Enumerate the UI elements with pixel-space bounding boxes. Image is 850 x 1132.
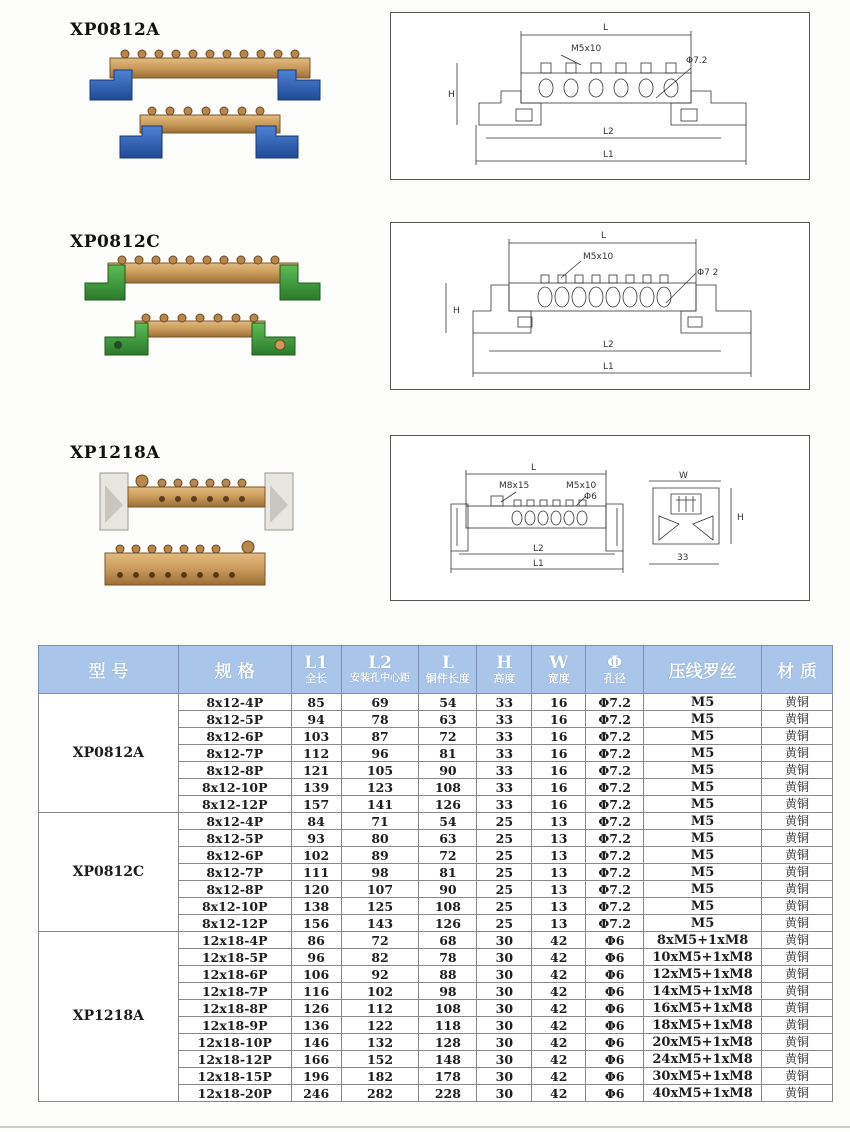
thread-cell: 12xM5+1xM8 bbox=[644, 966, 762, 983]
header-l1: L1 全长 bbox=[291, 646, 341, 694]
dim-label-hole: Φ7 2 bbox=[697, 268, 719, 278]
w-cell: 42 bbox=[532, 966, 586, 983]
spec-cell: 12x18-6P bbox=[178, 966, 291, 983]
l1-cell: 120 bbox=[291, 881, 341, 898]
l2-cell: 98 bbox=[341, 864, 419, 881]
header-thread: 压线罗丝 bbox=[644, 646, 762, 694]
thread-cell: M5 bbox=[644, 898, 762, 915]
w-cell: 16 bbox=[532, 779, 586, 796]
h-cell: 30 bbox=[477, 1068, 532, 1085]
l-cell: 72 bbox=[419, 728, 477, 745]
l1-cell: 246 bbox=[291, 1085, 341, 1102]
material-cell: 黄铜 bbox=[762, 983, 833, 1000]
l-cell: 228 bbox=[419, 1085, 477, 1102]
l2-cell: 72 bbox=[341, 932, 419, 949]
l2-cell: 78 bbox=[341, 711, 419, 728]
spec-cell: 8x12-12P bbox=[178, 796, 291, 813]
thread-cell: M5 bbox=[644, 762, 762, 779]
header-material: 材 质 bbox=[762, 646, 833, 694]
phi-cell: Φ7.2 bbox=[586, 915, 644, 932]
header-w: W 宽度 bbox=[532, 646, 586, 694]
phi-cell: Φ7.2 bbox=[586, 694, 644, 711]
w-cell: 42 bbox=[532, 932, 586, 949]
thread-cell: 30xM5+1xM8 bbox=[644, 1068, 762, 1085]
l2-cell: 102 bbox=[341, 983, 419, 1000]
w-cell: 42 bbox=[532, 983, 586, 1000]
l2-cell: 89 bbox=[341, 847, 419, 864]
material-cell: 黄铜 bbox=[762, 1051, 833, 1068]
l1-cell: 96 bbox=[291, 949, 341, 966]
w-cell: 13 bbox=[532, 830, 586, 847]
h-cell: 33 bbox=[477, 694, 532, 711]
dim-label-h: H bbox=[448, 90, 455, 100]
thread-cell: 18xM5+1xM8 bbox=[644, 1017, 762, 1034]
l1-cell: 136 bbox=[291, 1017, 341, 1034]
thread-cell: 20xM5+1xM8 bbox=[644, 1034, 762, 1051]
h-cell: 33 bbox=[477, 745, 532, 762]
material-cell: 黄铜 bbox=[762, 915, 833, 932]
phi-cell: Φ6 bbox=[586, 966, 644, 983]
spec-cell: 8x12-10P bbox=[178, 779, 291, 796]
spec-cell: 12x18-10P bbox=[178, 1034, 291, 1051]
model-title-xp1218a: XP1218A bbox=[70, 443, 160, 463]
dim-label-l: L bbox=[601, 231, 607, 241]
thread-cell: 16xM5+1xM8 bbox=[644, 1000, 762, 1017]
l-cell: 54 bbox=[419, 813, 477, 830]
phi-cell: Φ7.2 bbox=[586, 813, 644, 830]
thread-cell: M5 bbox=[644, 694, 762, 711]
l1-cell: 103 bbox=[291, 728, 341, 745]
l-cell: 178 bbox=[419, 1068, 477, 1085]
w-cell: 13 bbox=[532, 898, 586, 915]
spec-cell: 12x18-12P bbox=[178, 1051, 291, 1068]
w-cell: 13 bbox=[532, 813, 586, 830]
technical-drawing-xp0812c bbox=[390, 222, 810, 390]
material-cell: 黄铜 bbox=[762, 881, 833, 898]
l2-cell: 105 bbox=[341, 762, 419, 779]
dim-label-l: L bbox=[531, 463, 537, 473]
model-cell: XP0812C bbox=[39, 813, 179, 932]
l-cell: 108 bbox=[419, 779, 477, 796]
l2-cell: 87 bbox=[341, 728, 419, 745]
w-cell: 16 bbox=[532, 711, 586, 728]
material-cell: 黄铜 bbox=[762, 1000, 833, 1017]
dim-label-big-screw: M8x15 bbox=[499, 481, 530, 491]
l2-cell: 143 bbox=[341, 915, 419, 932]
l-cell: 81 bbox=[419, 745, 477, 762]
dim-label-w: W bbox=[679, 471, 688, 481]
material-cell: 黄铜 bbox=[762, 728, 833, 745]
header-model: 型 号 bbox=[39, 646, 179, 694]
phi-cell: Φ6 bbox=[586, 1051, 644, 1068]
spec-cell: 8x12-8P bbox=[178, 881, 291, 898]
phi-cell: Φ7.2 bbox=[586, 796, 644, 813]
spec-cell: 8x12-4P bbox=[178, 813, 291, 830]
h-cell: 33 bbox=[477, 711, 532, 728]
product-photo-xp0812a bbox=[80, 40, 340, 170]
l-cell: 128 bbox=[419, 1034, 477, 1051]
thread-cell: M5 bbox=[644, 881, 762, 898]
l1-cell: 116 bbox=[291, 983, 341, 1000]
thread-cell: 14xM5+1xM8 bbox=[644, 983, 762, 1000]
h-cell: 25 bbox=[477, 830, 532, 847]
l2-cell: 80 bbox=[341, 830, 419, 847]
l2-cell: 107 bbox=[341, 881, 419, 898]
w-cell: 42 bbox=[532, 1034, 586, 1051]
material-cell: 黄铜 bbox=[762, 1034, 833, 1051]
phi-cell: Φ6 bbox=[586, 1017, 644, 1034]
l-cell: 54 bbox=[419, 694, 477, 711]
l-cell: 148 bbox=[419, 1051, 477, 1068]
l2-cell: 69 bbox=[341, 694, 419, 711]
l2-cell: 125 bbox=[341, 898, 419, 915]
l-cell: 108 bbox=[419, 898, 477, 915]
material-cell: 黄铜 bbox=[762, 932, 833, 949]
w-cell: 13 bbox=[532, 847, 586, 864]
dim-label-hole: Φ6 bbox=[584, 492, 597, 502]
l-cell: 72 bbox=[419, 847, 477, 864]
spec-cell: 8x12-7P bbox=[178, 745, 291, 762]
material-cell: 黄铜 bbox=[762, 949, 833, 966]
h-cell: 25 bbox=[477, 847, 532, 864]
thread-cell: 10xM5+1xM8 bbox=[644, 949, 762, 966]
l2-cell: 141 bbox=[341, 796, 419, 813]
phi-cell: Φ6 bbox=[586, 1085, 644, 1102]
spec-cell: 8x12-5P bbox=[178, 711, 291, 728]
h-cell: 30 bbox=[477, 1017, 532, 1034]
l1-cell: 111 bbox=[291, 864, 341, 881]
w-cell: 42 bbox=[532, 949, 586, 966]
w-cell: 13 bbox=[532, 881, 586, 898]
thread-cell: M5 bbox=[644, 779, 762, 796]
product-photo-xp0812c bbox=[80, 255, 330, 360]
l-cell: 88 bbox=[419, 966, 477, 983]
l2-cell: 122 bbox=[341, 1017, 419, 1034]
product-photo-xp1218a bbox=[80, 465, 300, 595]
h-cell: 25 bbox=[477, 915, 532, 932]
phi-cell: Φ7.2 bbox=[586, 711, 644, 728]
h-cell: 30 bbox=[477, 1051, 532, 1068]
phi-cell: Φ6 bbox=[586, 1068, 644, 1085]
h-cell: 30 bbox=[477, 932, 532, 949]
l-cell: 63 bbox=[419, 830, 477, 847]
l1-cell: 166 bbox=[291, 1051, 341, 1068]
table-row bbox=[39, 932, 833, 949]
h-cell: 25 bbox=[477, 881, 532, 898]
material-cell: 黄铜 bbox=[762, 1068, 833, 1085]
material-cell: 黄铜 bbox=[762, 1017, 833, 1034]
h-cell: 30 bbox=[477, 966, 532, 983]
header-l2: L2 安装孔中心距 bbox=[341, 646, 419, 694]
l1-cell: 86 bbox=[291, 932, 341, 949]
model-title-xp0812c: XP0812C bbox=[70, 232, 161, 252]
l-cell: 90 bbox=[419, 762, 477, 779]
material-cell: 黄铜 bbox=[762, 830, 833, 847]
header-spec: 规 格 bbox=[178, 646, 291, 694]
dim-label-screw: M5x10 bbox=[571, 44, 602, 54]
table-row bbox=[39, 813, 833, 830]
header-phi: Φ 孔径 bbox=[586, 646, 644, 694]
w-cell: 42 bbox=[532, 1051, 586, 1068]
l1-cell: 146 bbox=[291, 1034, 341, 1051]
spec-cell: 12x18-5P bbox=[178, 949, 291, 966]
dim-label-l2: L2 bbox=[603, 127, 614, 137]
l1-cell: 94 bbox=[291, 711, 341, 728]
spec-cell: 8x12-12P bbox=[178, 915, 291, 932]
l1-cell: 84 bbox=[291, 813, 341, 830]
w-cell: 13 bbox=[532, 864, 586, 881]
w-cell: 16 bbox=[532, 694, 586, 711]
material-cell: 黄铜 bbox=[762, 745, 833, 762]
thread-cell: M5 bbox=[644, 830, 762, 847]
material-cell: 黄铜 bbox=[762, 864, 833, 881]
phi-cell: Φ6 bbox=[586, 932, 644, 949]
model-title-xp0812a: XP0812A bbox=[70, 20, 160, 40]
model-cell: XP0812A bbox=[39, 694, 179, 813]
thread-cell: M5 bbox=[644, 847, 762, 864]
h-cell: 30 bbox=[477, 1034, 532, 1051]
dim-label-l2: L2 bbox=[533, 544, 544, 554]
spec-cell: 8x12-8P bbox=[178, 762, 291, 779]
header-l: L 铜件长度 bbox=[419, 646, 477, 694]
l2-cell: 82 bbox=[341, 949, 419, 966]
w-cell: 13 bbox=[532, 915, 586, 932]
material-cell: 黄铜 bbox=[762, 898, 833, 915]
phi-cell: Φ6 bbox=[586, 949, 644, 966]
h-cell: 30 bbox=[477, 1000, 532, 1017]
material-cell: 黄铜 bbox=[762, 694, 833, 711]
l-cell: 126 bbox=[419, 796, 477, 813]
h-cell: 30 bbox=[477, 949, 532, 966]
l2-cell: 123 bbox=[341, 779, 419, 796]
l2-cell: 71 bbox=[341, 813, 419, 830]
l-cell: 63 bbox=[419, 711, 477, 728]
l-cell: 78 bbox=[419, 949, 477, 966]
l-cell: 118 bbox=[419, 1017, 477, 1034]
l-cell: 108 bbox=[419, 1000, 477, 1017]
table-row bbox=[39, 694, 833, 711]
thread-cell: M5 bbox=[644, 813, 762, 830]
material-cell: 黄铜 bbox=[762, 762, 833, 779]
l2-cell: 282 bbox=[341, 1085, 419, 1102]
l1-cell: 121 bbox=[291, 762, 341, 779]
phi-cell: Φ7.2 bbox=[586, 728, 644, 745]
h-cell: 30 bbox=[477, 983, 532, 1000]
dim-label-hole: Φ7.2 bbox=[686, 56, 708, 66]
technical-drawing-xp1218a bbox=[390, 435, 810, 601]
spec-cell: 12x18-20P bbox=[178, 1085, 291, 1102]
thread-cell: 8xM5+1xM8 bbox=[644, 932, 762, 949]
w-cell: 42 bbox=[532, 1085, 586, 1102]
phi-cell: Φ6 bbox=[586, 1034, 644, 1051]
h-cell: 33 bbox=[477, 728, 532, 745]
spec-cell: 12x18-4P bbox=[178, 932, 291, 949]
l1-cell: 85 bbox=[291, 694, 341, 711]
l1-cell: 112 bbox=[291, 745, 341, 762]
dim-label-l1: L1 bbox=[603, 150, 614, 160]
spec-cell: 8x12-6P bbox=[178, 847, 291, 864]
technical-drawing-xp0812a bbox=[390, 12, 810, 180]
h-cell: 25 bbox=[477, 864, 532, 881]
dim-label-h: H bbox=[453, 306, 460, 316]
thread-cell: M5 bbox=[644, 745, 762, 762]
material-cell: 黄铜 bbox=[762, 847, 833, 864]
dim-label-screw: M5x10 bbox=[583, 252, 614, 262]
l-cell: 81 bbox=[419, 864, 477, 881]
h-cell: 33 bbox=[477, 762, 532, 779]
spec-cell: 8x12-4P bbox=[178, 694, 291, 711]
thread-cell: 40xM5+1xM8 bbox=[644, 1085, 762, 1102]
phi-cell: Φ7.2 bbox=[586, 864, 644, 881]
l1-cell: 139 bbox=[291, 779, 341, 796]
w-cell: 42 bbox=[532, 1000, 586, 1017]
spec-cell: 8x12-6P bbox=[178, 728, 291, 745]
l1-cell: 102 bbox=[291, 847, 341, 864]
thread-cell: 24xM5+1xM8 bbox=[644, 1051, 762, 1068]
dim-label-h: H bbox=[737, 513, 744, 523]
spec-cell: 12x18-8P bbox=[178, 1000, 291, 1017]
w-cell: 16 bbox=[532, 762, 586, 779]
phi-cell: Φ7.2 bbox=[586, 830, 644, 847]
h-cell: 25 bbox=[477, 813, 532, 830]
phi-cell: Φ7.2 bbox=[586, 762, 644, 779]
thread-cell: M5 bbox=[644, 796, 762, 813]
phi-cell: Φ7.2 bbox=[586, 745, 644, 762]
material-cell: 黄铜 bbox=[762, 1085, 833, 1102]
spec-table-body bbox=[39, 694, 833, 1102]
spec-cell: 8x12-10P bbox=[178, 898, 291, 915]
spec-table bbox=[38, 645, 833, 1102]
header-h: H 高度 bbox=[477, 646, 532, 694]
w-cell: 16 bbox=[532, 745, 586, 762]
dim-label-l1: L1 bbox=[603, 362, 614, 372]
spec-cell: 12x18-9P bbox=[178, 1017, 291, 1034]
w-cell: 16 bbox=[532, 796, 586, 813]
spec-cell: 8x12-5P bbox=[178, 830, 291, 847]
phi-cell: Φ7.2 bbox=[586, 898, 644, 915]
thread-cell: M5 bbox=[644, 915, 762, 932]
l1-cell: 156 bbox=[291, 915, 341, 932]
dim-label-l1: L1 bbox=[533, 559, 544, 569]
l2-cell: 182 bbox=[341, 1068, 419, 1085]
phi-cell: Φ7.2 bbox=[586, 847, 644, 864]
l1-cell: 106 bbox=[291, 966, 341, 983]
dim-label-screw: M5x10 bbox=[566, 481, 597, 491]
material-cell: 黄铜 bbox=[762, 966, 833, 983]
model-cell: XP1218A bbox=[39, 932, 179, 1102]
h-cell: 25 bbox=[477, 898, 532, 915]
phi-cell: Φ6 bbox=[586, 983, 644, 1000]
l1-cell: 93 bbox=[291, 830, 341, 847]
material-cell: 黄铜 bbox=[762, 796, 833, 813]
phi-cell: Φ7.2 bbox=[586, 881, 644, 898]
spec-cell: 12x18-7P bbox=[178, 983, 291, 1000]
l-cell: 98 bbox=[419, 983, 477, 1000]
w-cell: 16 bbox=[532, 728, 586, 745]
l1-cell: 126 bbox=[291, 1000, 341, 1017]
thread-cell: M5 bbox=[644, 711, 762, 728]
material-cell: 黄铜 bbox=[762, 779, 833, 796]
thread-cell: M5 bbox=[644, 728, 762, 745]
dim-label-l2: L2 bbox=[603, 340, 614, 350]
l2-cell: 92 bbox=[341, 966, 419, 983]
material-cell: 黄铜 bbox=[762, 813, 833, 830]
h-cell: 33 bbox=[477, 779, 532, 796]
material-cell: 黄铜 bbox=[762, 711, 833, 728]
l2-cell: 96 bbox=[341, 745, 419, 762]
table-header-row bbox=[39, 646, 833, 694]
l2-cell: 152 bbox=[341, 1051, 419, 1068]
bottom-rule bbox=[0, 1126, 850, 1128]
phi-cell: Φ7.2 bbox=[586, 779, 644, 796]
l1-cell: 196 bbox=[291, 1068, 341, 1085]
spec-cell: 8x12-7P bbox=[178, 864, 291, 881]
w-cell: 42 bbox=[532, 1017, 586, 1034]
l-cell: 126 bbox=[419, 915, 477, 932]
l2-cell: 132 bbox=[341, 1034, 419, 1051]
l1-cell: 138 bbox=[291, 898, 341, 915]
spec-cell: 12x18-15P bbox=[178, 1068, 291, 1085]
phi-cell: Φ6 bbox=[586, 1000, 644, 1017]
dim-label-l: L bbox=[603, 23, 609, 33]
h-cell: 30 bbox=[477, 1085, 532, 1102]
l-cell: 90 bbox=[419, 881, 477, 898]
l2-cell: 112 bbox=[341, 1000, 419, 1017]
h-cell: 33 bbox=[477, 796, 532, 813]
w-cell: 42 bbox=[532, 1068, 586, 1085]
thread-cell: M5 bbox=[644, 864, 762, 881]
dim-label-width: 33 bbox=[677, 553, 689, 563]
l-cell: 68 bbox=[419, 932, 477, 949]
l1-cell: 157 bbox=[291, 796, 341, 813]
